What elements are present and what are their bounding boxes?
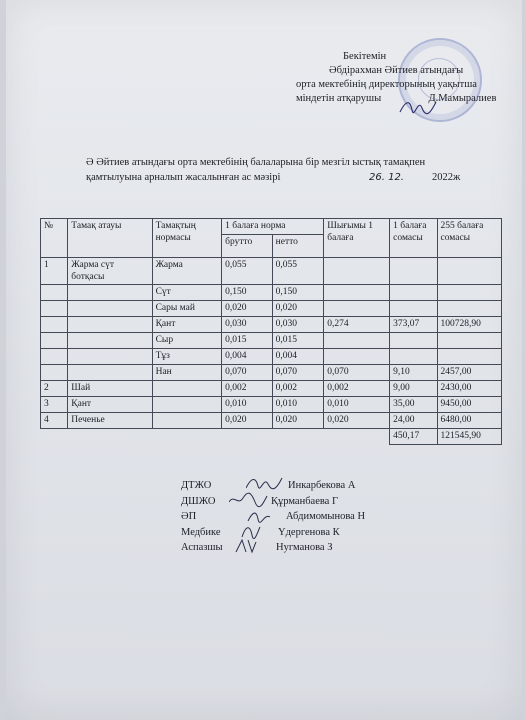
row-item <box>152 381 222 397</box>
row-food-name: Қант <box>68 397 152 413</box>
row-sum1 <box>390 258 437 285</box>
row-cost: 0,002 <box>324 381 390 397</box>
row-food-name <box>68 301 152 317</box>
row-sum1: 9,10 <box>390 365 437 381</box>
total-blank <box>41 429 390 445</box>
document-page <box>6 0 522 720</box>
row-net: 0,020 <box>272 301 324 317</box>
menu-title <box>86 155 506 185</box>
row-sum255 <box>437 349 501 365</box>
row-item <box>152 413 222 429</box>
table-row <box>41 413 502 429</box>
row-sum255: 100728,90 <box>437 317 501 333</box>
title-year: 2022ж <box>432 172 461 183</box>
row-gross: 0,150 <box>222 285 273 301</box>
table-row <box>41 258 502 285</box>
row-cost: 0,020 <box>324 413 390 429</box>
handwritten-signature <box>229 492 269 508</box>
row-cost <box>324 333 390 349</box>
staff-name: Құрманбаева Г <box>271 495 339 507</box>
row-sum1: 9,00 <box>390 381 437 397</box>
menu-table <box>40 218 502 445</box>
row-gross: 0,002 <box>222 381 273 397</box>
row-item: Нан <box>152 365 222 381</box>
row-item: Сыр <box>152 333 222 349</box>
row-gross: 0,010 <box>222 397 273 413</box>
header-norm-per-child: 1 балаға норма <box>222 219 324 235</box>
header-net: нетто <box>272 235 324 258</box>
table-row <box>41 381 502 397</box>
row-sum255: 2430,00 <box>437 381 501 397</box>
staff-name: Абдимомынова Н <box>286 511 366 522</box>
row-food-name: Печенье <box>68 413 152 429</box>
row-cost: 0,274 <box>324 317 390 333</box>
row-no <box>41 285 68 301</box>
row-sum1 <box>390 333 437 349</box>
row-net: 0,020 <box>272 413 324 429</box>
row-no <box>41 365 68 381</box>
row-gross: 0,020 <box>222 301 273 317</box>
row-food-name: Жарма сүт ботқасы <box>68 258 152 285</box>
row-item <box>152 397 222 413</box>
handwritten-date: 26. 12. <box>369 172 404 183</box>
row-sum1 <box>390 301 437 317</box>
table-row <box>41 317 502 333</box>
handwritten-signature <box>234 538 274 554</box>
row-sum1 <box>390 349 437 365</box>
row-cost <box>324 301 390 317</box>
row-item: Қант <box>152 317 222 333</box>
header-no: № <box>41 219 68 258</box>
row-gross: 0,055 <box>222 258 273 285</box>
row-sum1: 373,07 <box>390 317 437 333</box>
row-net: 0,150 <box>272 285 324 301</box>
row-item: Сары май <box>152 301 222 317</box>
table-header-row <box>41 219 502 235</box>
row-no: 3 <box>41 397 68 413</box>
header-sum-per-child: 1 балаға сомасы <box>390 219 437 258</box>
table-row <box>41 301 502 317</box>
row-sum255: 2457,00 <box>437 365 501 381</box>
table-row <box>41 365 502 381</box>
row-cost <box>324 285 390 301</box>
row-sum1: 35,00 <box>390 397 437 413</box>
table-body <box>41 258 502 429</box>
row-cost <box>324 349 390 365</box>
row-sum255: 9450,00 <box>437 397 501 413</box>
row-no <box>41 333 68 349</box>
row-net: 0,002 <box>272 381 324 397</box>
row-cost: 0,070 <box>324 365 390 381</box>
row-no <box>41 301 68 317</box>
total-sum-per-child: 450,17 <box>390 429 437 445</box>
row-food-name <box>68 317 152 333</box>
header-sum-255: 255 балаға сомасы <box>437 219 501 258</box>
row-food-name: Шай <box>68 381 152 397</box>
row-gross: 0,004 <box>222 349 273 365</box>
row-food-name <box>68 365 152 381</box>
row-item: Жарма <box>152 258 222 285</box>
handwritten-signature <box>244 507 284 523</box>
row-cost: 0,010 <box>324 397 390 413</box>
row-sum1: 24,00 <box>390 413 437 429</box>
row-no <box>41 317 68 333</box>
row-net: 0,015 <box>272 333 324 349</box>
staff-name: Үдергенова К <box>278 526 340 538</box>
row-gross: 0,015 <box>222 333 273 349</box>
row-gross: 0,070 <box>222 365 273 381</box>
staff-role: ӘП <box>181 511 197 522</box>
row-food-name <box>68 349 152 365</box>
row-gross: 0,030 <box>222 317 273 333</box>
title-line-1: Ә Әйтиев атындағы орта мектебінің балаларына бір мезгіл ыстық тамақпен <box>86 157 426 168</box>
row-net: 0,004 <box>272 349 324 365</box>
approval-acting-label: міндетін атқарушы <box>296 93 382 104</box>
header-food-norm: Тамақтың нормасы <box>152 219 222 258</box>
director-signature <box>398 96 438 118</box>
table-row <box>41 397 502 413</box>
handwritten-signature <box>236 523 276 539</box>
table-row <box>41 285 502 301</box>
table-row <box>41 333 502 349</box>
row-sum255 <box>437 258 501 285</box>
total-sum-255: 121545,90 <box>437 429 501 445</box>
row-no: 2 <box>41 381 68 397</box>
row-sum255 <box>437 285 501 301</box>
row-net: 0,010 <box>272 397 324 413</box>
row-no: 4 <box>41 413 68 429</box>
approval-heading: Бекітемін <box>343 51 387 62</box>
row-net: 0,030 <box>272 317 324 333</box>
header-cost-per-child: Шығымы 1 балаға <box>324 219 390 258</box>
approval-position: орта мектебінің директорының уақытша <box>296 79 477 90</box>
row-no: 1 <box>41 258 68 285</box>
table-row <box>41 349 502 365</box>
staff-role: Медбике <box>181 526 221 538</box>
handwritten-signature <box>246 476 286 492</box>
row-sum1 <box>390 285 437 301</box>
row-item: Тұз <box>152 349 222 365</box>
row-sum255 <box>437 333 501 349</box>
row-net: 0,070 <box>272 365 324 381</box>
row-cost <box>324 258 390 285</box>
total-row <box>41 429 502 445</box>
approval-school: Әбдірахман Әйтиев атындағы <box>329 65 464 76</box>
row-food-name <box>68 285 152 301</box>
title-line-2: қамтылуына арналып жасалынған ас мәзірі <box>86 172 281 183</box>
header-gross: брутто <box>222 235 273 258</box>
staff-name: Нугманова З <box>276 542 333 553</box>
staff-role: ДТЖО <box>181 480 212 491</box>
header-food-name: Тамақ атауы <box>68 219 152 258</box>
row-net: 0,055 <box>272 258 324 285</box>
staff-role: ДШЖО <box>181 495 216 507</box>
staff-name: Инкарбекова А <box>288 480 356 491</box>
row-sum255 <box>437 301 501 317</box>
row-gross: 0,020 <box>222 413 273 429</box>
row-sum255: 6480,00 <box>437 413 501 429</box>
staff-role: Аспазшы <box>181 542 223 553</box>
row-item: Сүт <box>152 285 222 301</box>
director-name: Д.Мамыралиев <box>428 93 497 104</box>
row-no <box>41 349 68 365</box>
row-food-name <box>68 333 152 349</box>
